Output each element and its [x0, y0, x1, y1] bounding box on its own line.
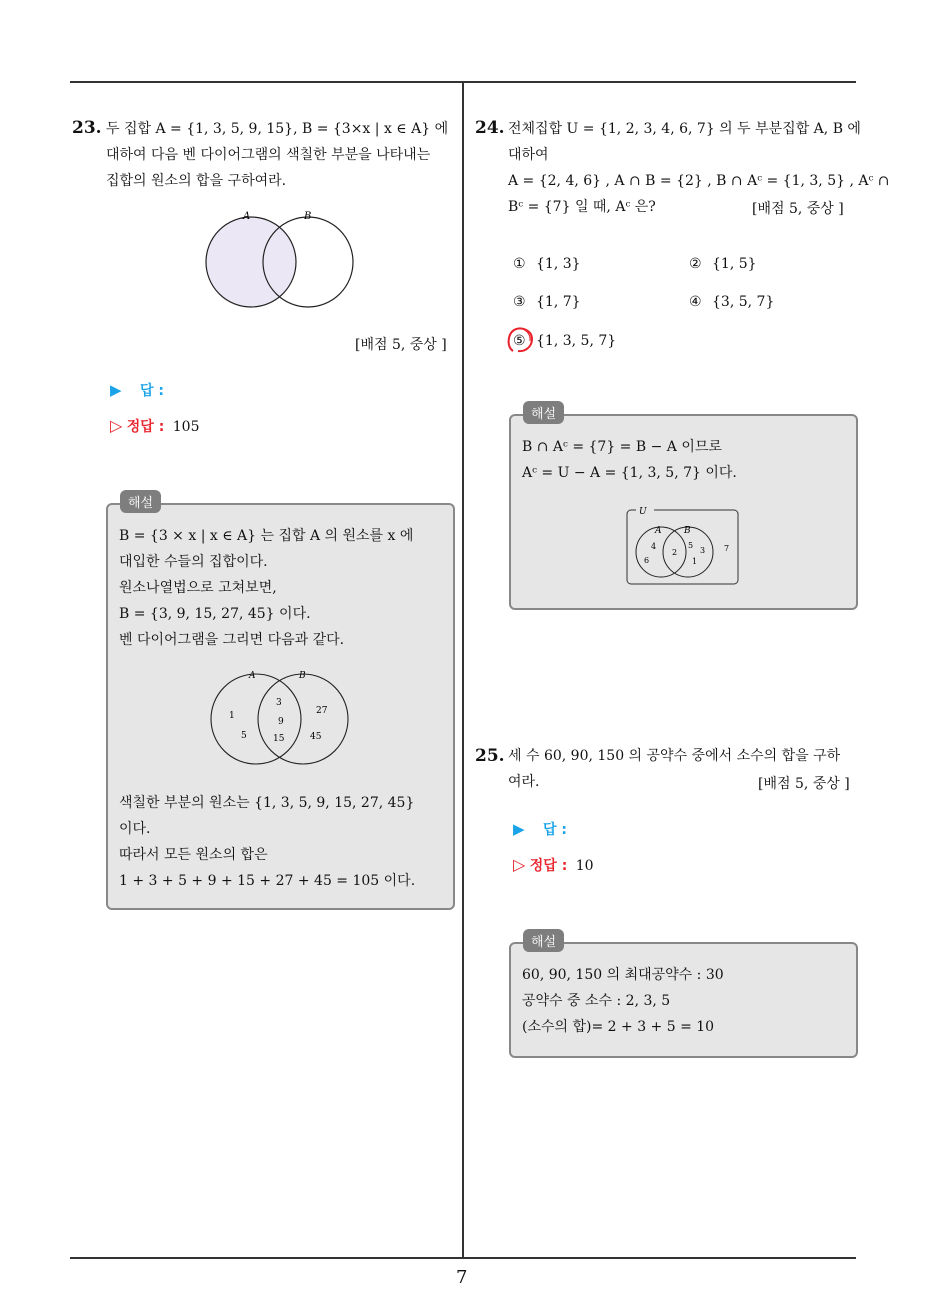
solution-venn-a-only-5: 5 [241, 731, 247, 741]
choice-2-mark: ② [689, 256, 702, 272]
question-23-solution-line-9: 1 + 3 + 5 + 9 + 15 + 27 + 45 = 105 이다. [119, 873, 416, 889]
choice-2-value: {1, 5} [712, 256, 757, 272]
page-number: 7 [456, 1267, 468, 1288]
question-25-answer-row [513, 819, 567, 839]
question-23-solution-line-7: 이다. [119, 821, 151, 837]
correct-answer-value: 10 [575, 858, 594, 874]
question-24-points: [배점 5, 중상 ] [752, 201, 844, 217]
question-24-solution-line-2: Aᶜ = U − A = {1, 3, 5, 7} 이다. [522, 465, 737, 481]
solution-venn-both-15: 15 [273, 734, 285, 744]
solution-venn-label-b: B [299, 671, 306, 681]
choice-3-mark: ③ [513, 294, 526, 310]
correct-answer-label: 정답 : [529, 858, 568, 874]
question-23-solution-tag: 해설 [120, 490, 161, 513]
question-25-correct-row [513, 855, 594, 875]
solution-venn-both-3: 3 [276, 698, 282, 708]
question-25-solution-tag: 해설 [523, 929, 564, 952]
solution-venn-circle-a [211, 674, 301, 764]
solution-venn-a-only-1: 1 [229, 711, 235, 721]
solution24-label-a: A [655, 526, 662, 536]
solution24-b-only-1: 1 [692, 557, 698, 566]
question-24-line-1: 전체집합 U = {1, 2, 3, 4, 6, 7} 의 두 부분집합 A, B 에 [508, 121, 861, 137]
solution24-label-b: B [684, 526, 691, 536]
choice-4-mark: ④ [689, 294, 702, 310]
answer-label: 답 : [543, 822, 567, 838]
play-triangle-icon: ▶ [513, 820, 525, 838]
question-23-number: 23. [72, 118, 102, 138]
question-23-solution-line-1: B = {3 × x | x ∈ A} 는 집합 A 의 원소를 x 에 [119, 528, 414, 544]
choice-4-value: {3, 5, 7} [712, 294, 775, 310]
question-23-solution-line-8: 따라서 모든 원소의 합은 [119, 847, 268, 863]
question-24-solution-venn [624, 505, 742, 587]
bottom-rule [70, 1257, 856, 1259]
question-23-line-3: 집합의 원소의 합을 구하여라. [106, 173, 287, 189]
question-24-number: 24. [475, 118, 505, 138]
universal-set-rect [627, 510, 738, 584]
question-24-solution-line-1: B ∩ Aᶜ = {7} = B − A 이므로 [522, 439, 722, 455]
correct-choice-circle-icon [505, 325, 535, 355]
solution-venn-circle-b [258, 674, 348, 764]
question-23-points: [배점 5, 중상 ] [355, 337, 447, 353]
choice-1-mark: ① [513, 256, 526, 272]
question-23-solution-line-6: 색칠한 부분의 원소는 {1, 3, 5, 9, 15, 27, 45} [119, 795, 415, 811]
play-triangle-icon: ▶ [110, 381, 122, 399]
solution24-both-2: 2 [672, 548, 678, 557]
question-24-line-4: Bᶜ = {7} 일 때, Aᶜ 은? [508, 199, 656, 215]
outline-triangle-icon: ▷ [110, 416, 123, 435]
question-23-solution-line-2: 대입한 수들의 집합이다. [119, 554, 268, 570]
universal-set-label: U [639, 507, 647, 517]
question-23-solution-line-4: B = {3, 9, 15, 27, 45} 이다. [119, 606, 311, 622]
question-23-solution-venn [203, 667, 353, 767]
question-23-line-1: 두 집합 A = {1, 3, 5, 9, 15}, B = {3×x | x ∈ A} 에 [106, 121, 449, 137]
choice-3-value: {1, 7} [536, 294, 581, 310]
question-24-line-3: A = {2, 4, 6} , A ∩ B = {2} , B ∩ Aᶜ = {1, 3, 5} , Aᶜ ∩ [508, 173, 890, 189]
question-23-answer-row [110, 380, 164, 400]
question-25-solution-line-3: (소수의 합)= 2 + 3 + 5 = 10 [522, 1019, 715, 1035]
question-25-solution-line-1: 60, 90, 150 의 최대공약수 : 30 [522, 967, 724, 983]
venn-label-a: A [243, 211, 251, 222]
question-25-number: 25. [475, 746, 505, 766]
choice-5-mark: ⑤ [513, 333, 526, 349]
question-25-points: [배점 5, 중상 ] [758, 776, 850, 792]
question-25-solution-line-2: 공약수 중 소수 : 2, 3, 5 [522, 993, 671, 1009]
solution-venn-b-only-45: 45 [310, 732, 322, 742]
answer-label: 답 : [140, 383, 164, 399]
choice-5-value: {1, 3, 5, 7} [536, 333, 617, 349]
choice-1[interactable] [513, 256, 581, 272]
question-25-line-2: 여라. [508, 774, 540, 790]
venn-label-b: B [304, 211, 312, 222]
solution24-b-only-3: 3 [700, 546, 706, 555]
solution24-a-only-4: 4 [651, 542, 657, 551]
question-23-solution-line-5: 벤 다이어그램을 그리면 다음과 같다. [119, 632, 345, 648]
question-25-line-1: 세 수 60, 90, 150 의 공약수 중에서 소수의 합을 구하 [508, 748, 841, 764]
solution-venn-label-a: A [249, 671, 256, 681]
correct-answer-value: 105 [172, 419, 200, 435]
solution24-outside-7: 7 [724, 544, 730, 553]
solution-venn-b-only-27: 27 [316, 706, 328, 716]
solution24-a-only-6: 6 [644, 556, 650, 565]
correct-answer-label: 정답 : [126, 419, 165, 435]
solution-venn-both-9: 9 [278, 717, 284, 727]
outline-triangle-icon: ▷ [513, 855, 526, 874]
choice-2[interactable] [689, 256, 757, 272]
question-23-solution-line-3: 원소나열법으로 고쳐보면, [119, 580, 277, 596]
question-23-line-2: 대하여 다음 벤 다이어그램의 색칠한 부분을 나타내는 [106, 147, 431, 163]
choice-3[interactable] [513, 294, 581, 310]
question-24-solution-tag: 해설 [523, 401, 564, 424]
solution24-b-only-5: 5 [688, 541, 694, 550]
question-23-correct-row [110, 416, 199, 436]
question-23-venn-diagram [196, 205, 366, 315]
choice-1-value: {1, 3} [536, 256, 581, 272]
choice-4[interactable] [689, 294, 774, 310]
question-24-line-2: 대하여 [508, 147, 549, 163]
column-divider [462, 81, 464, 1259]
